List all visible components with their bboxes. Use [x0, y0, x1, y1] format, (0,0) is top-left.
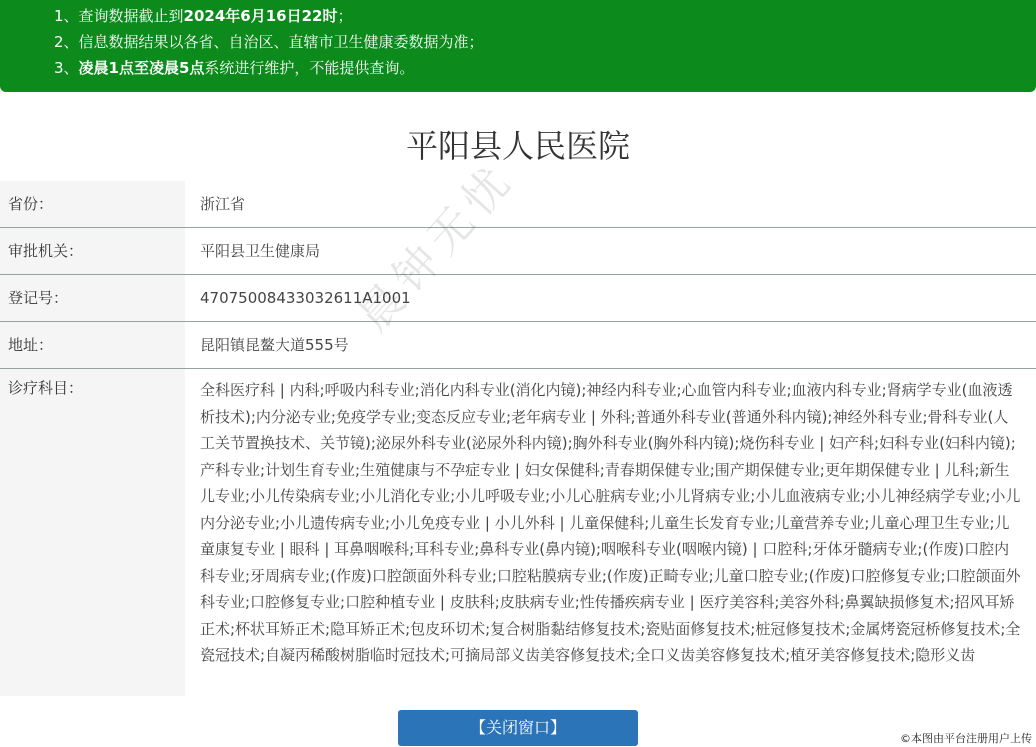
notice-line-2: 2、信息数据结果以各省、自治区、直辖市卫生健康委数据为准；: [54, 33, 484, 51]
province-row: [0, 181, 1036, 228]
departments-value: 全科医疗科 | 内科;呼吸内科专业;消化内科专业(消化内镜);神经内科专业;心血管内科专业;血液内科专业;肾病学专业(血液透析技术);内分泌专业;免疫学专业;变态反应专业;老年病专业 | 外科;普通外科专业(普通外科内镜);神经外科专业;骨科专业(人工关节置换技术、关节镜);泌尿外科专业(泌尿外科内镜);胸外科专业(胸外科内镜);烧伤科专业 | 妇产科;妇科专业(妇科内镜);产科专业;计划生育专业;生殖健康与不孕症专业 | 妇女保健科;青春期保健专业;围产期保健专业;更年期保健专业 | 儿科;新生儿专业;小儿传染病专业;小儿消化专业;小儿呼吸专业;小儿心脏病专业;小儿肾病专业;小儿血液病专业;小儿神经病学专业;小儿内分泌专业;小儿遗传病专业;小儿免疫专业 | 小儿外科 | 儿童保健科;儿童生长发育专业;儿童营养专业;儿童心理卫生专业;儿童康复专业 | 眼科 | 耳鼻咽喉科;耳科专业;鼻科专业(鼻内镜);咽喉科专业(咽喉内镜) | 口腔科;牙体牙髓病专业;(作废)口腔内科专业;牙周病专业;(作废)口腔颌面外科专业;口腔粘膜病专业;(作废)正畸专业;儿童口腔专业;(作废)口腔修复专业;口腔颌面外科专业;口腔修复专业;口腔种植专业 | 皮肤科;皮肤病专业;性传播疾病专业 | 医疗美容科;美容外科;鼻翼缺损修复术;招风耳矫正术;杯状耳矫正术;隐耳矫正术;包皮环切术;复合树脂黏结修复技术;瓷贴面修复技术;桩冠修复技术;金属烤瓷冠桥修复技术;全瓷冠技术;自凝丙稀酸树脂临时冠技术;可摘局部义齿美容修复技术;全口义齿美容修复技术;植牙美容修复技术;隐形义齿: [200, 381, 1021, 664]
authority-value: 平阳县卫生健康局: [200, 242, 321, 260]
notice-line-3-time: 凌晨1点至凌晨5点: [78, 59, 205, 77]
notice-line-3-prefix: 3、: [54, 59, 79, 77]
registration-row: [0, 275, 1036, 322]
info-table: [0, 181, 1036, 698]
notice-line-3: [54, 56, 414, 80]
address-row: [0, 322, 1036, 369]
notice-line-3-suffix: 系统进行维护，不能提供查询。: [204, 59, 415, 77]
province-label: 省份：: [0, 181, 185, 227]
registration-label: 登记号：: [0, 275, 185, 321]
address-value: 昆阳镇昆鳌大道555号: [200, 336, 349, 354]
footer: [0, 696, 1036, 747]
notice-banner: [0, 0, 1036, 92]
close-window-button[interactable]: 【关闭窗口】: [398, 710, 638, 746]
notice-line-1-prefix: 1、查询数据截止到: [54, 7, 184, 25]
authority-label: 审批机关：: [0, 228, 185, 274]
registration-value: 47075008433032611A1001: [200, 289, 411, 307]
departments-label: 诊疗科目：: [0, 369, 185, 698]
departments-row: [0, 369, 1036, 698]
watermark: 晨钟无忧: [348, 152, 526, 342]
notice-line-1-suffix: ；: [337, 7, 353, 25]
notice-line-1-date: 2024年6月16日22时: [183, 7, 338, 25]
authority-row: [0, 228, 1036, 275]
notice-line-1: [54, 4, 353, 28]
address-label: 地址：: [0, 322, 185, 368]
hospital-name: 平阳县人民医院: [405, 127, 630, 165]
upload-credit: ©本图由平台注册用户上传: [900, 732, 1032, 745]
province-value: 浙江省: [200, 195, 246, 213]
